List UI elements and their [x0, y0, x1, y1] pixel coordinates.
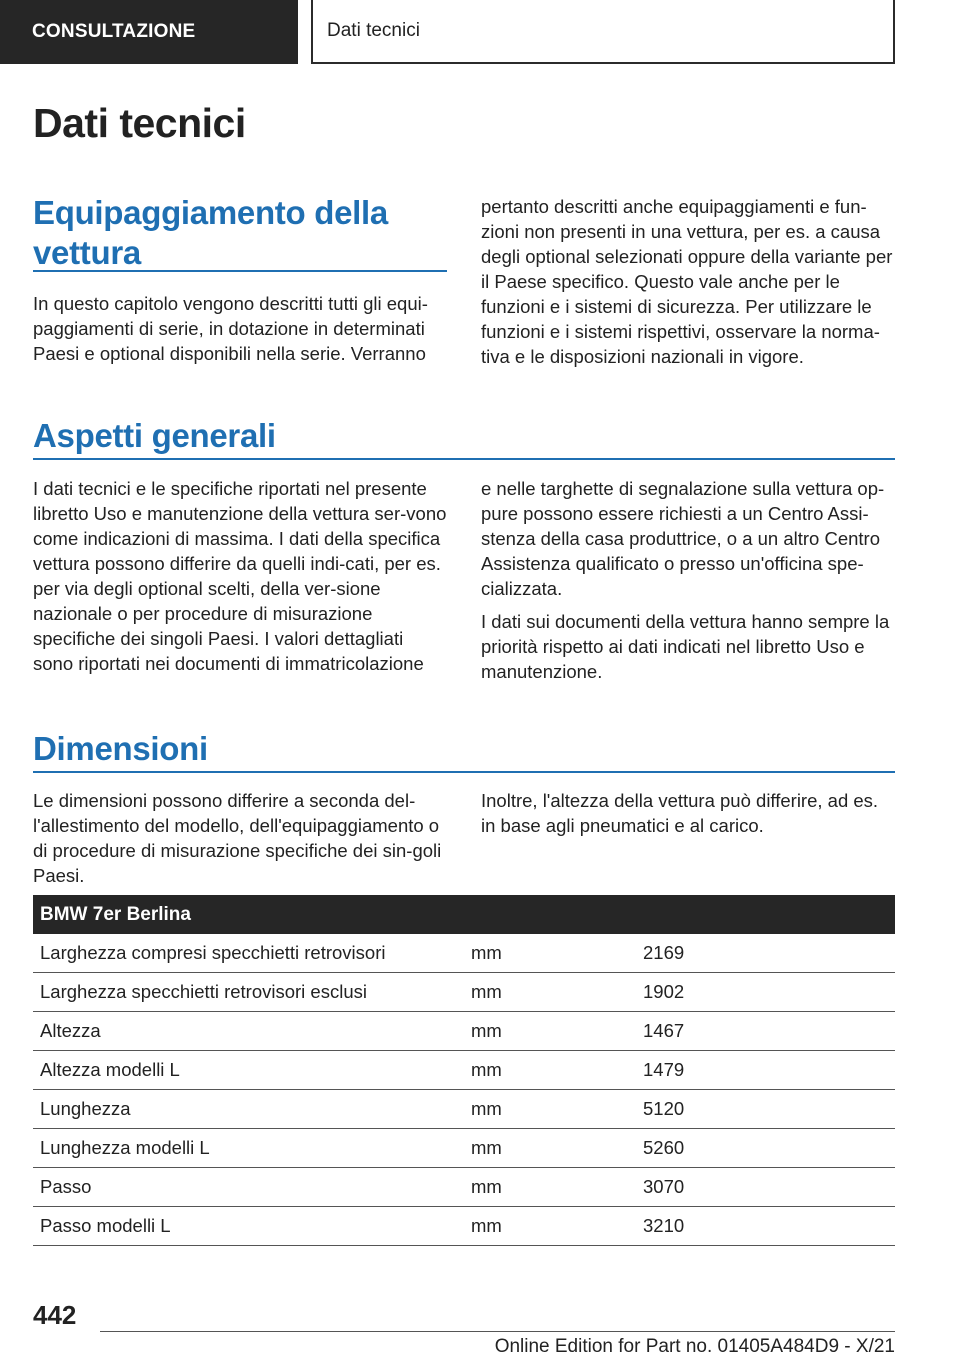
- row-label: Lunghezza modelli L: [33, 1129, 464, 1168]
- aspetti-col2: [481, 476, 895, 692]
- table-row: [33, 1168, 895, 1207]
- row-label: Altezza modelli L: [33, 1051, 464, 1090]
- row-label: Altezza: [33, 1012, 464, 1051]
- table-row: [33, 973, 895, 1012]
- row-value: 1467: [636, 1012, 895, 1051]
- row-unit: mm: [464, 1090, 636, 1129]
- section-title-line1: Equipaggiamento della: [33, 194, 388, 231]
- row-value: 5260: [636, 1129, 895, 1168]
- aspetti-col1: [33, 476, 447, 684]
- row-unit: mm: [464, 1168, 636, 1207]
- section-rule: [33, 458, 895, 460]
- table-row: [33, 1012, 895, 1051]
- chapter-label: Dati tecnici: [311, 0, 895, 64]
- row-unit: mm: [464, 1012, 636, 1051]
- footer-rule: [100, 1331, 895, 1332]
- row-label: Passo: [33, 1168, 464, 1207]
- paragraph: pertanto descritti anche equipaggiamenti e fun-zioni non presenti in una vettura, per es. a causa degli optional selezionati oppure della variante per il Paese specifico. Questo vale anche per le funzioni e i sistemi di sicurezza. Per utilizzare le funzioni e i sistemi rispettivi, osservare la norma-tiva e le disposizioni nazionali in vigore.: [481, 196, 893, 367]
- table-row: [33, 1129, 895, 1168]
- dimensions-table: [33, 895, 895, 1246]
- table-header-row: [33, 895, 895, 934]
- row-value: 3070: [636, 1168, 895, 1207]
- section-title-dimensioni: Dimensioni: [33, 730, 208, 767]
- table-row: [33, 1051, 895, 1090]
- section-rule: [33, 771, 895, 773]
- paragraph: I dati sui documenti della vettura hanno sempre la priorità rispetto ai dati indicati nel libretto Uso e manutenzione.: [481, 611, 890, 682]
- paragraph: Le dimensioni possono differire a seconda del-l'allestimento del modello, dell'equipaggiamento o di procedure di misurazione specifiche dei sin-goli Paesi.: [33, 790, 442, 886]
- section-title-line2: vettura: [33, 234, 141, 271]
- dimensioni-col2: [481, 788, 895, 846]
- table-header: BMW 7er Berlina: [33, 895, 895, 934]
- equipaggiamento-col1: [33, 291, 447, 374]
- table-row: [33, 1207, 895, 1246]
- paragraph: Inoltre, l'altezza della vettura può differire, ad es. in base agli pneumatici e al carico.: [481, 790, 879, 836]
- paragraph: I dati tecnici e le specifiche riportati nel presente libretto Uso e manutenzione della vettura ser-vono come indicazioni di massima. I dati della specifica vettura possono differire da quelli indi-cati, per es. per via degli optional scelti, della ver-sione nazionale o per procedure di misurazione specifiche dei singoli Paesi. I valori dettagliati sono riportati nei documenti di immatricolazione: [33, 478, 447, 674]
- row-value: 1479: [636, 1051, 895, 1090]
- equipaggiamento-col2: [481, 194, 895, 377]
- section-tab: CONSULTAZIONE: [0, 0, 298, 64]
- table-row: [33, 934, 895, 973]
- page-number: 442: [33, 1300, 77, 1330]
- row-value: 1902: [636, 973, 895, 1012]
- row-unit: mm: [464, 1051, 636, 1090]
- row-value: 2169: [636, 934, 895, 973]
- section-title-equipaggiamento: [33, 193, 388, 273]
- row-label: Larghezza specchietti retrovisori esclusi: [33, 973, 464, 1012]
- section-rule: [33, 270, 447, 272]
- page-title: Dati tecnici: [33, 100, 246, 146]
- table-row: [33, 1090, 895, 1129]
- row-unit: mm: [464, 934, 636, 973]
- row-label: Larghezza compresi specchietti retrovisori: [33, 934, 464, 973]
- section-title-aspetti: Aspetti generali: [33, 417, 276, 454]
- row-value: 5120: [636, 1090, 895, 1129]
- row-label: Passo modelli L: [33, 1207, 464, 1246]
- row-unit: mm: [464, 1207, 636, 1246]
- row-label: Lunghezza: [33, 1090, 464, 1129]
- paragraph: In questo capitolo vengono descritti tutti gli equi-paggiamenti di serie, in dotazione in determinati Paesi e optional disponibili nella serie. Verranno: [33, 293, 428, 364]
- row-unit: mm: [464, 1129, 636, 1168]
- row-unit: mm: [464, 973, 636, 1012]
- dimensioni-col1: [33, 788, 447, 896]
- paragraph: e nelle targhette di segnalazione sulla vettura op-pure possono essere richiesti a un Centro Assi-stenza della casa produttrice, o a un altro Centro Assistenza qualificato o presso un'officina spe-cializzata.: [481, 478, 885, 599]
- row-value: 3210: [636, 1207, 895, 1246]
- footer-edition: Online Edition for Part no. 01405A484D9 - X/21: [494, 1336, 895, 1357]
